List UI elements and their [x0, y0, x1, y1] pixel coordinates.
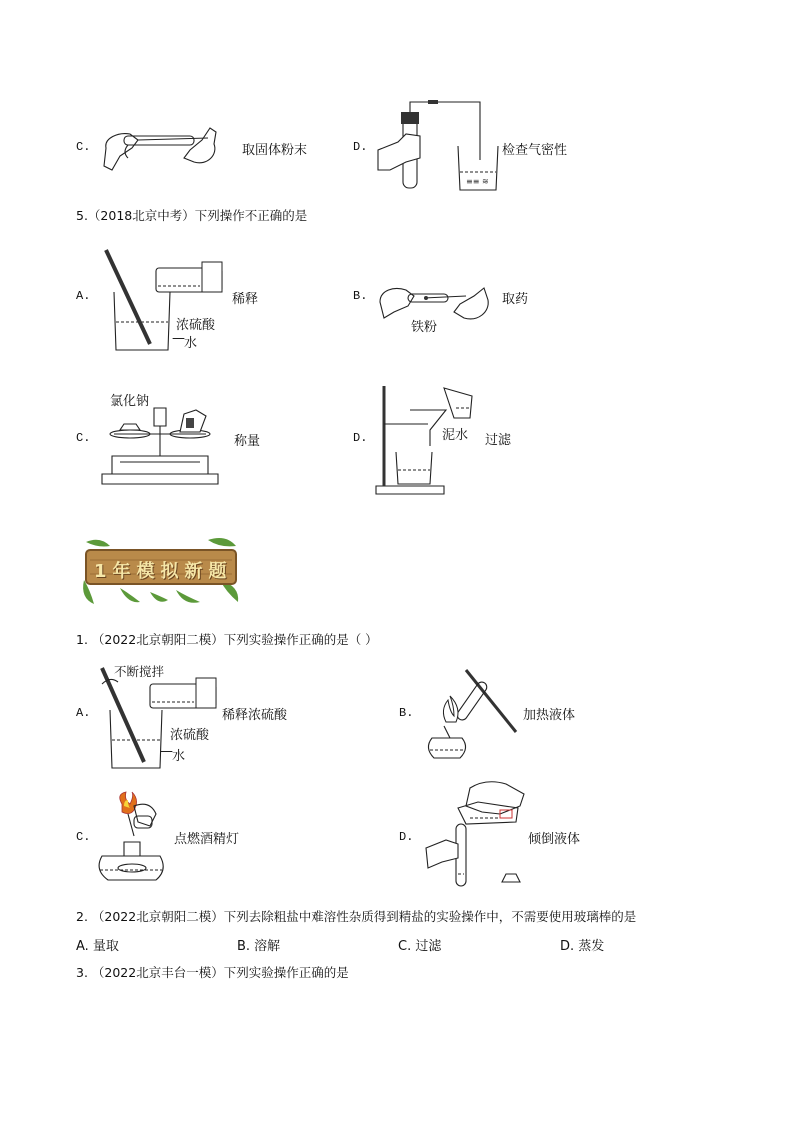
q1-label-water: 水	[172, 749, 186, 764]
q5-option-c-caption: 称量	[234, 434, 261, 449]
q2-option-c: C. 过滤	[398, 939, 442, 954]
q1-option-c-caption: 点燃酒精灯	[174, 832, 240, 847]
q5-option-letter-b: B.	[353, 289, 368, 303]
dilution-figure	[102, 248, 232, 354]
q5-option-letter-c: C.	[76, 431, 91, 445]
q5-option-letter-d: D.	[353, 431, 368, 445]
heat-liquid-figure	[420, 666, 520, 768]
q1-option-letter-a: A.	[76, 706, 91, 720]
option-c-caption: 取固体粉末	[242, 143, 308, 158]
q1-option-letter-c: C.	[76, 830, 91, 844]
label-iron-powder: 铁粉	[411, 320, 438, 335]
powder-tube-figure	[98, 118, 222, 176]
question-2-stem: 2. （2022北京朝阳二模）下列去除粗盐中难溶性杂质得到精盐的实验操作中，不需要使用玻璃棒的是	[76, 909, 637, 924]
label-water: 水	[184, 336, 198, 351]
label-muddy-water: 泥水	[442, 428, 469, 443]
q5-option-letter-a: A.	[76, 289, 91, 303]
q5-option-d-caption: 过滤	[485, 433, 512, 448]
label-keep-stirring: 不断搅拌	[114, 664, 165, 679]
option-letter-d: D.	[353, 140, 368, 154]
light-alcohol-lamp-figure	[94, 792, 178, 884]
q1-option-b-caption: 加热液体	[523, 708, 576, 723]
option-d-caption: 检查气密性	[502, 143, 568, 158]
q1-option-letter-d: D.	[399, 830, 414, 844]
q1-label-concentrated-acid: 浓硫酸	[170, 728, 210, 743]
question-1-stem: 1. （2022北京朝阳二模）下列实验操作正确的是（ ）	[76, 632, 378, 647]
q5-option-a-caption: 稀释	[232, 292, 259, 307]
label-sodium-chloride: 氯化钠	[110, 394, 150, 409]
q2-option-a: A. 量取	[76, 939, 119, 954]
q2-option-d: D. 蒸发	[560, 939, 605, 954]
airtightness-figure	[376, 100, 498, 192]
pour-liquid-figure	[420, 778, 530, 890]
q1-label-water-line: —	[160, 744, 173, 759]
q1-option-d-caption: 倾倒液体	[528, 832, 581, 847]
label-concentrated-acid: 浓硫酸	[176, 318, 216, 333]
question-3-stem: 3. （2022北京丰台一模）下列实验操作正确的是	[76, 965, 349, 980]
option-letter-c: C.	[76, 140, 91, 154]
q2-option-b: B. 溶解	[237, 939, 281, 954]
question-5-stem: 5.（2018北京中考）下列操作不正确的是	[76, 208, 308, 223]
label-water-line: —	[172, 331, 185, 346]
section-banner-text: 1年模拟新题	[94, 561, 233, 582]
svg-text:≡≡ ≋: ≡≡ ≋	[466, 177, 489, 186]
q1-option-a-caption: 稀释浓硫酸	[222, 708, 288, 723]
balance-weighing-figure	[100, 404, 220, 486]
q1-option-letter-b: B.	[399, 706, 414, 720]
q5-option-b-caption: 取药	[502, 292, 529, 307]
